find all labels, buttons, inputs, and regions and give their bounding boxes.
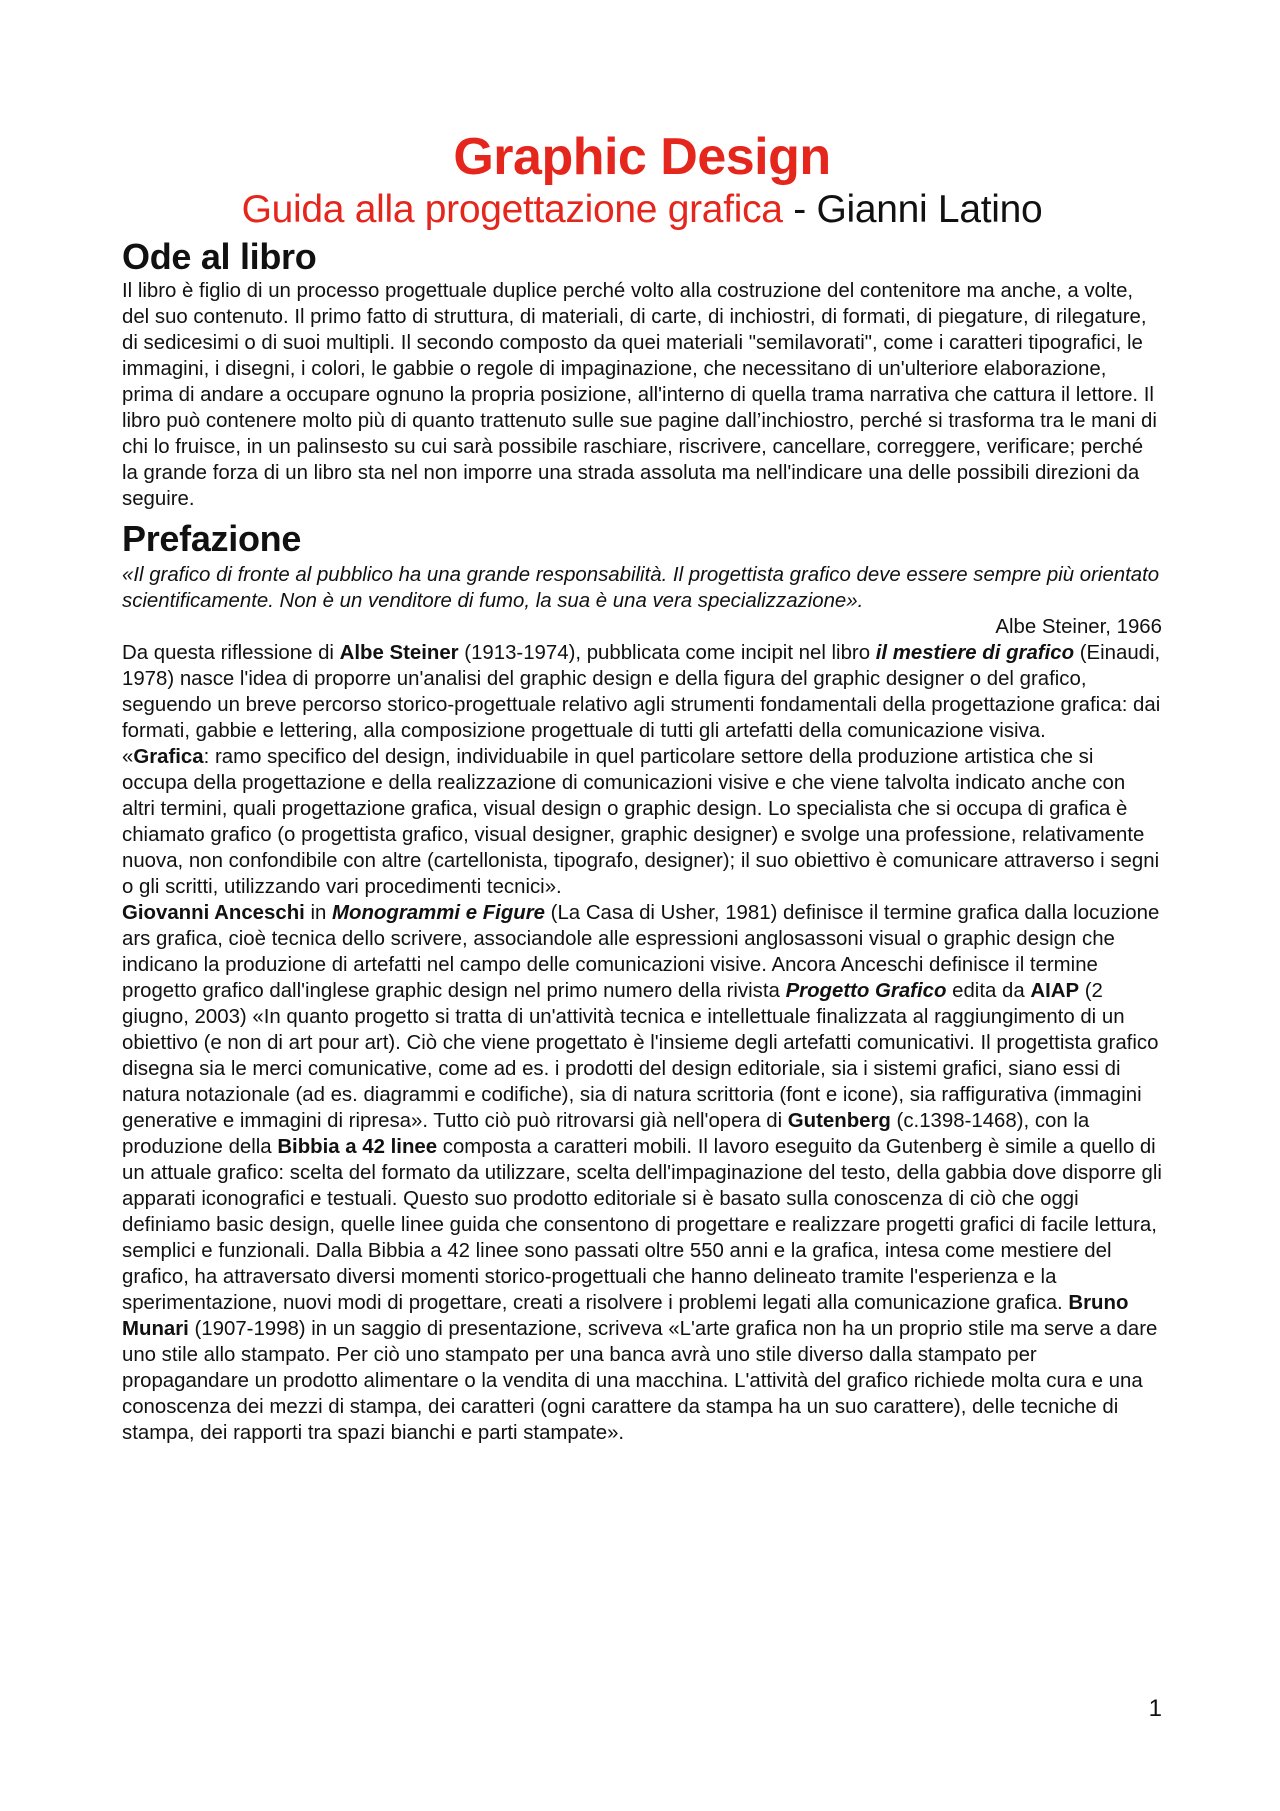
subtitle-author: Gianni Latino [816,188,1043,231]
document-subtitle [122,186,1162,234]
prefazione-quote: «Il grafico di fronte al pubblico ha una grande responsabilità. Il progettista grafico deve essere sempre più orientato scientificamente. Non è un venditore di fumo, la sua è una vera specializzazione». [122,564,1160,612]
document-title: Graphic Design [453,128,831,186]
page-number: 1 [1148,1695,1162,1722]
book-title-mestiere: il mestiere di grafico [875,642,1075,664]
name-albe-steiner: Albe Steiner [339,642,459,664]
document-page [122,128,1162,1446]
subtitle-separator: - [782,188,817,231]
name-gutenberg: Gutenberg [787,1110,891,1132]
quote-attribution: Albe Steiner, 1966 [995,616,1162,638]
name-bruno-munari: Bruno Munari [122,1292,1129,1340]
book-title-monogrammi: Monogrammi e Figure [332,902,546,924]
subtitle-book-title: Guida alla progettazione grafica [241,188,783,231]
prefazione-paragraph-3: Giovanni Anceschi in Monogrammi e Figure (La Casa di Usher, 1981) definisce il termine grafica dalla locuzione ars grafica, cioè tecnica dello scrivere, associandole alle espressioni anglosassoni visual o graphic design che indicano la produzione di artefatti nel campo delle comunicazioni visive. Ancora Anceschi definisce il termine progetto grafico dall'inglese graphic design nel primo numero della rivista Progetto Grafico edita da AIAP (2 giugno, 2003) «In quanto progetto si tratta di un'attività tecnica e intellettuale finalizzata al raggiungimento di un obiettivo (e non di art pour art). Ciò che viene progettato è l'insieme degli artefatti comunicativi. Il progettista grafico disegna sia le merci comunicative, come ad es. i prodotti del design editoriale, sia i sistemi grafici, siano essi di natura notazionale (ad es. diagrammi e codifiche), sia di natura scrittoria (font e icone), sia raffigurativa (immagini generative e immagini di ripresa». Tutto ciò può ritrovarsi già nell'opera di Gutenberg (c.1398-1468), con la produzione della Bibbia a 42 linee composta a caratteri mobili. Il lavoro eseguito da Gutenberg è simile a quello di un attuale grafico: scelta del formato da utilizzare, scelta dell'impaginazione del testo, della gabbia dove disporre gli apparati iconografici e testuali. Questo suo prodotto editoriale si è basato sulla conoscenza di ciò che oggi definiamo basic design, quelle linee guida che consentono di progettare e realizzare progetti grafici di facile lettura, semplici e funzionali. Dalla Bibbia a 42 linee sono passati oltre 550 anni e la grafica, intesa come mestiere del grafico, ha attraversato diversi momenti storico-progettuali che hanno delineato tramite l'esperienza e la sperimentazione, nuovi modi di progettare, creati a risolvere i problemi legati alla comunicazione grafica. Bruno Munari (1907-1998) in un saggio di presentazione, scriveva «L'arte grafica non ha un proprio stile ma serve a dare uno stile allo stampato. Per ciò uno stampato per una banca avrà uno stile diverso dalla stampato per propagandare un prodotto alimentare o la vendita di una macchina. L'attività del grafico richiede molta cura e una conoscenza dei mezzi di stampa, dei caratteri (ogni carattere da stampa ha un suo carattere), delle tecniche di stampa, dei rapporti tra spazi bianchi e parti stampate». [122,902,1162,1444]
ode-paragraph: Il libro è figlio di un processo progettuale duplice perché volto alla costruzione del contenitore ma anche, a volte, del suo contenuto. Il primo fatto di struttura, di materiali, di carte, di inchiostri, di formati, di piegature, di rilegature, di sedicesimi o di suoi multipli. Il secondo composto da quei materiali "semilavorati", come i caratteri tipografici, le immagini, i disegni, i colori, le gabbie o regole di impaginazione, che necessitano di un'ulteriore elaborazione, prima di andare a occupare ognuno la propria posizione, all'interno di quella trama narrativa che cattura il lettore. Il libro può contenere molto più di quanto trattenuto sulle sue pagine dall’inchiostro, perché si trasforma tra le mani di chi lo fruisce, in un palinsesto su cui sarà possibile raschiare, riscrivere, cancellare, correggere, verificare; perché la grande forza di un libro sta nel non imporre una strada assoluta ma nell'indicare una delle possibili direzioni da seguire. [122,280,1157,510]
section-heading-ode: Ode al libro [122,236,317,277]
magazine-title-progetto-grafico: Progetto Grafico [785,980,947,1002]
term-grafica: Grafica [133,746,204,768]
name-giovanni-anceschi: Giovanni Anceschi [122,902,305,924]
term-bibbia-42-linee: Bibbia a 42 linee [277,1136,438,1158]
name-aiap: AIAP [1030,980,1080,1002]
section-heading-prefazione: Prefazione [122,518,302,559]
prefazione-paragraph-2: «Grafica: ramo specifico del design, individuabile in quel particolare settore della produzione artistica che si occupa della progettazione e della realizzazione di comunicazioni visive e che viene talvolta indicato anche con altri termini, quali progettazione grafica, visual design o graphic design. Lo specialista che si occupa di grafica è chiamato grafico (o progettista grafico, visual designer, graphic designer) e svolge una professione, relativamente nuova, non confondibile con altre (cartellonista, tipografo, designer); il suo obiettivo è comunicare attraverso i segni o gli scritti, utilizzando vari procedimenti tecnici». [122,746,1160,898]
prefazione-paragraph-1: Da questa riflessione di Albe Steiner (1913-1974), pubblicata come incipit nel libro il mestiere di grafico (Einaudi, 1978) nasce l'idea di proporre un'analisi del graphic design e della figura del graphic designer o del grafico, seguendo un breve percorso storico-progettuale relativo agli strumenti fondamentali della progettazione grafica: dai formati, gabbie e lettering, alla composizione progettuale di tutti gli artefatti della comunicazione visiva. [122,642,1161,742]
